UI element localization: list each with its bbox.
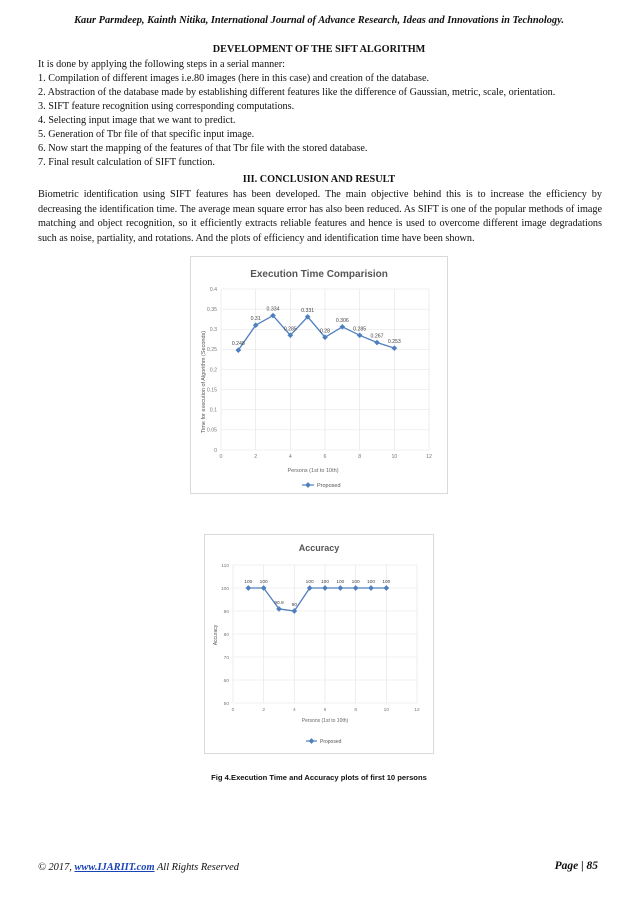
y-tick-label: 0.05 bbox=[206, 427, 217, 434]
x-axis-label: Persons (1st to 10th) bbox=[301, 718, 349, 724]
y-tick-label: 0.3 bbox=[209, 327, 217, 334]
series-line bbox=[248, 588, 386, 611]
running-header: Kaur Parmdeep, Kainth Nitika, International Journal of Advance Research, Ideas and Innovations in Technology. bbox=[74, 15, 564, 26]
plot-area bbox=[207, 287, 432, 460]
data-point bbox=[353, 585, 359, 591]
legend-marker bbox=[309, 738, 315, 744]
x-tick-label: 0 bbox=[231, 708, 235, 713]
x-tick-label: 6 bbox=[323, 708, 327, 713]
x-tick-label: 8 bbox=[354, 708, 358, 713]
conclusion-paragraph: Biometric identification using SIFT features has been developed. The main objective behind this is to increase the efficiency by decreasing the identification time. The average mean square error has also been reduced. As SIFT is one of the popular methods of image matching and object recognition, so it efficiently extracts reliable features and hence is used to overcome different image degradations such as noise, partiality, and rotations. And the plots of efficiency and identification time have been shown. bbox=[38, 189, 602, 244]
data-label: 90.9 bbox=[274, 600, 284, 606]
data-point bbox=[357, 332, 363, 338]
data-label: 100 bbox=[259, 580, 268, 585]
x-tick-label: 8 bbox=[358, 454, 362, 460]
data-point bbox=[338, 585, 344, 591]
data-point bbox=[322, 585, 328, 591]
data-point bbox=[340, 324, 346, 330]
step-item: 4. Selecting input image that we want to predict. bbox=[38, 115, 236, 126]
y-tick-label: 60 bbox=[223, 678, 229, 684]
x-tick-label: 12 bbox=[426, 454, 432, 460]
copyright-prefix: © 2017, bbox=[38, 862, 75, 873]
legend bbox=[306, 738, 342, 745]
data-label: 0.267 bbox=[370, 333, 384, 340]
y-tick-label: 0.1 bbox=[209, 407, 217, 414]
data-label: 0.331 bbox=[301, 307, 315, 314]
data-label: 0.334 bbox=[266, 306, 280, 313]
x-tick-label: 6 bbox=[323, 454, 327, 460]
journal-link[interactable]: www.IJARIIT.com bbox=[74, 862, 155, 873]
data-label: 100 bbox=[244, 580, 253, 585]
data-label: 100 bbox=[305, 580, 314, 585]
legend-label: Proposed bbox=[317, 483, 341, 489]
x-tick-label: 0 bbox=[219, 454, 223, 460]
y-tick-label: 50 bbox=[223, 701, 229, 707]
y-tick-label: 90 bbox=[223, 609, 229, 615]
execution-time-chart-svg bbox=[191, 257, 447, 493]
data-label: 0.285 bbox=[283, 326, 297, 333]
x-tick-label: 2 bbox=[262, 708, 266, 713]
step-item: 7. Final result calculation of SIFT function. bbox=[38, 157, 215, 168]
x-tick-label: 4 bbox=[288, 454, 292, 460]
data-label: 100 bbox=[351, 580, 360, 585]
section-title-conclusion: III. CONCLUSION AND RESULT bbox=[242, 174, 396, 185]
step-item: 2. Abstraction of the database made by establishing different features like the difference of Gaussian, metric, scale, orientation. bbox=[38, 87, 556, 98]
y-tick-label: 80 bbox=[223, 632, 229, 638]
footer-copyright bbox=[38, 862, 239, 873]
x-tick-label: 10 bbox=[383, 708, 390, 713]
y-axis-label: Accuracy bbox=[213, 624, 219, 646]
x-tick-label: 12 bbox=[414, 708, 420, 713]
accuracy-chart bbox=[204, 534, 434, 754]
legend-label: Proposed bbox=[320, 739, 342, 745]
y-tick-label: 0.25 bbox=[206, 347, 217, 354]
execution-time-chart bbox=[190, 256, 448, 494]
y-tick-label: 0.4 bbox=[209, 286, 217, 293]
plot-area bbox=[221, 563, 420, 713]
legend bbox=[302, 482, 341, 489]
chart-title: Accuracy bbox=[298, 543, 340, 553]
y-tick-label: 70 bbox=[223, 655, 229, 661]
data-point bbox=[392, 345, 398, 351]
data-point bbox=[374, 340, 380, 346]
x-tick-label: 2 bbox=[254, 454, 258, 460]
chart-title: Execution Time Comparision bbox=[250, 269, 388, 280]
data-label: 100 bbox=[366, 580, 376, 585]
y-tick-label: 110 bbox=[221, 563, 229, 569]
section-title-development: DEVELOPMENT OF THE SIFT ALGORITHM bbox=[212, 44, 426, 55]
data-point bbox=[384, 585, 390, 591]
data-label: 0.248 bbox=[231, 341, 245, 348]
y-tick-label: 0.15 bbox=[206, 387, 217, 394]
y-tick-label: 0.2 bbox=[209, 367, 217, 374]
step-item: 1. Compilation of different images i.e.80 images (here in this case) and creation of the database. bbox=[38, 73, 430, 84]
x-tick-label: 4 bbox=[292, 708, 296, 713]
y-tick-label: 0 bbox=[214, 447, 217, 454]
x-tick-label: 10 bbox=[391, 454, 398, 460]
step-item: 6. Now start the mapping of the features of that Tbr file with the stored database. bbox=[38, 143, 368, 154]
copyright-suffix: All Rights Reserved bbox=[154, 862, 239, 873]
data-label: 0.28 bbox=[319, 328, 331, 335]
y-axis-label: Time for execution of Algorithm (Seconds) bbox=[201, 330, 207, 434]
data-label: 100 bbox=[336, 580, 345, 585]
data-label: 0.306 bbox=[335, 317, 349, 324]
data-label: 0.285 bbox=[353, 326, 367, 333]
data-label: 90 bbox=[291, 603, 298, 608]
y-tick-label: 0.35 bbox=[206, 306, 217, 313]
accuracy-chart-svg bbox=[205, 535, 433, 753]
data-label: 0.253 bbox=[387, 339, 401, 346]
legend-marker bbox=[305, 482, 311, 488]
step-item: 3. SIFT feature recognition using corresponding computations. bbox=[38, 101, 295, 112]
x-axis-label: Persons (1st to 10th) bbox=[287, 468, 339, 474]
figure-caption: Fig 4.Execution Time and Accuracy plots of first 10 persons bbox=[211, 773, 427, 782]
data-point bbox=[246, 585, 252, 591]
data-label: 100 bbox=[382, 580, 391, 585]
data-label: 100 bbox=[320, 580, 330, 585]
data-label: 0.31 bbox=[250, 316, 261, 323]
page-number: Page | 85 bbox=[554, 860, 598, 872]
data-point bbox=[368, 585, 374, 591]
development-intro: It is done by applying the following steps in a serial manner: bbox=[38, 59, 285, 70]
step-item: 5. Generation of Tbr file of that specific input image. bbox=[38, 129, 255, 140]
y-tick-label: 100 bbox=[220, 586, 229, 592]
